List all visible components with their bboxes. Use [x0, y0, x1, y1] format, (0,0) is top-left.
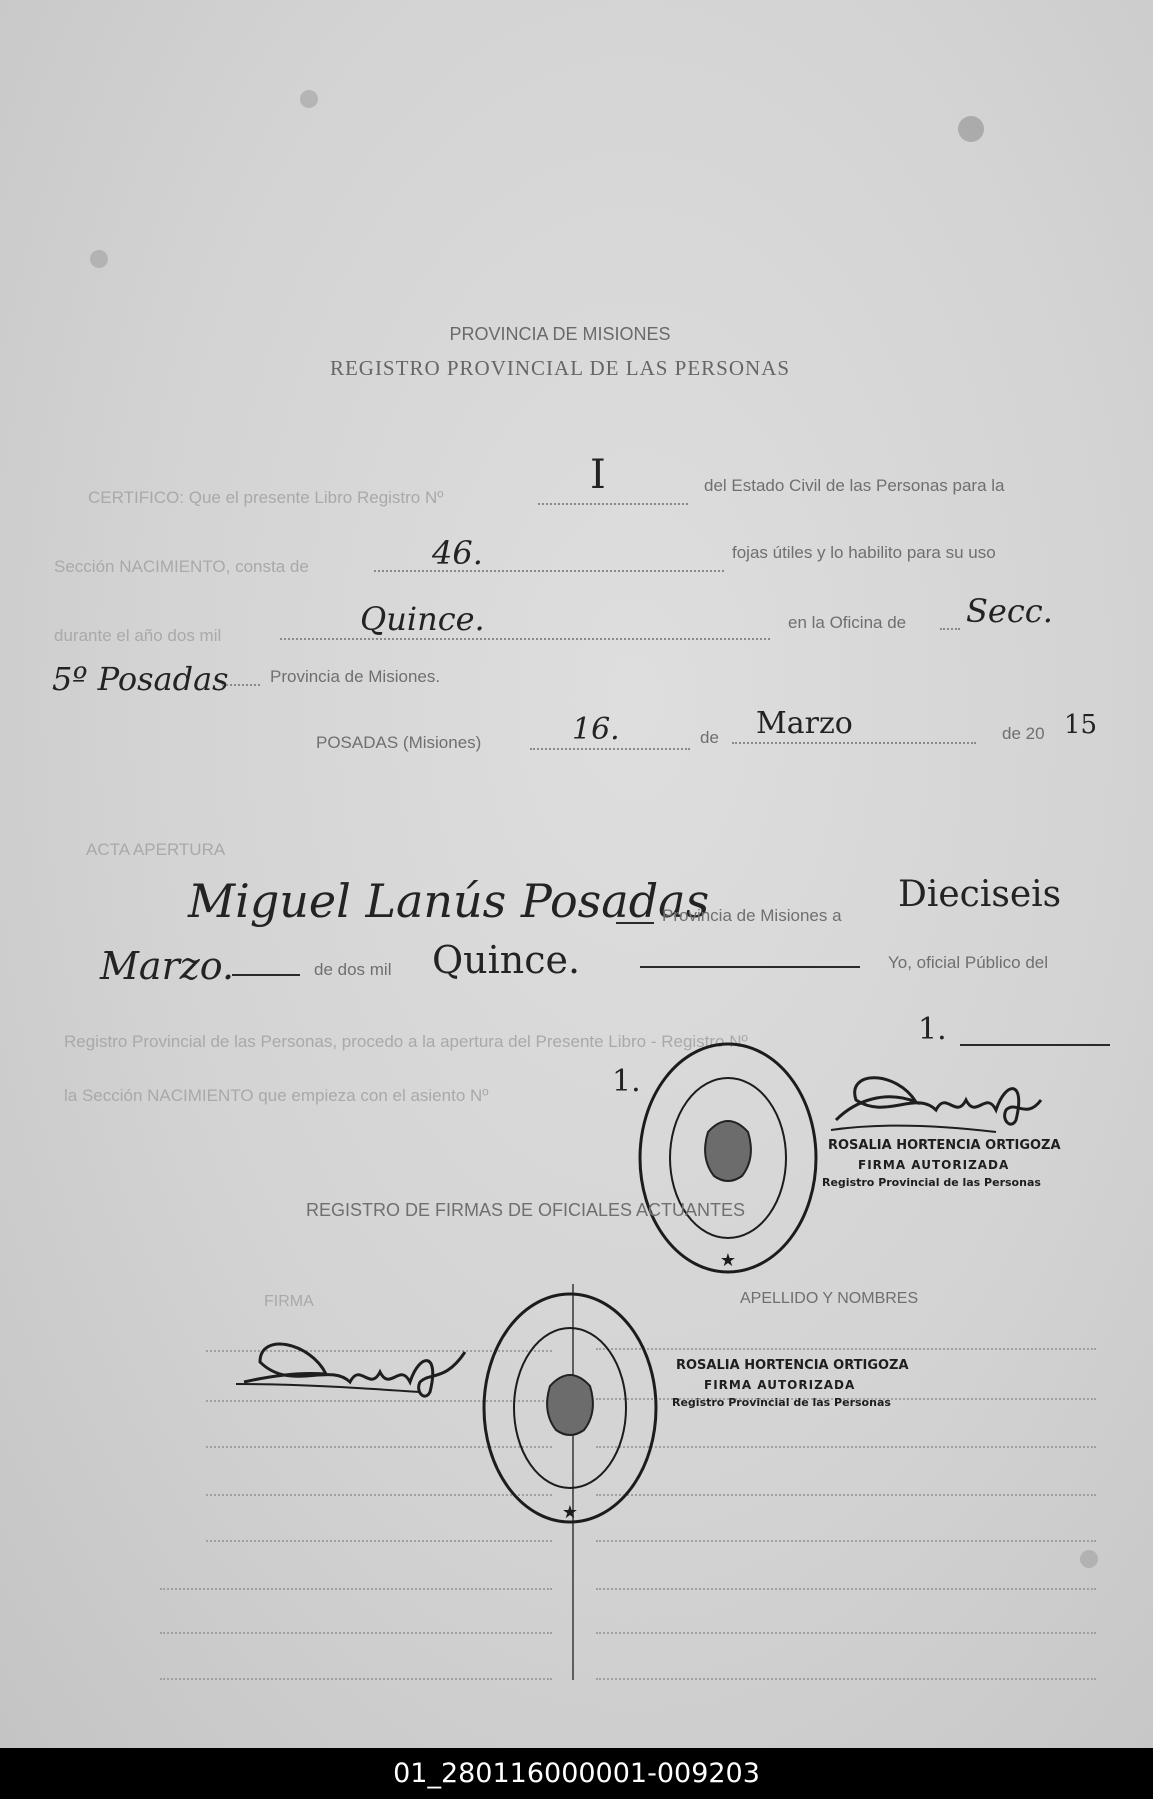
paper-speck — [300, 90, 318, 108]
oficina-1: Secc. — [966, 592, 1053, 630]
signature-row-line — [160, 1678, 552, 1680]
signature-upper — [826, 1060, 1056, 1150]
apertura-dia: Dieciseis — [898, 874, 1062, 915]
oficina-2: 5º Posadas — [52, 660, 229, 698]
svg-text:★: ★ — [719, 1250, 737, 1270]
firmas-title: REGISTRO DE FIRMAS DE OFICIALES ACTUANTES — [306, 1200, 746, 1220]
cert-line1-prefix: CERTIFICO: Que el presente Libro Registro Nº — [88, 488, 444, 507]
fecha-anio-prefix: de 20 — [1002, 724, 1045, 743]
registry-seal-lower — [480, 1290, 660, 1526]
name-row-line — [596, 1446, 1096, 1448]
signature-row-line — [160, 1588, 552, 1590]
fecha-de-label: de — [700, 728, 719, 747]
fill-dots — [538, 503, 688, 505]
apertura-oficial-label: Yo, oficial Público del — [888, 953, 1049, 972]
cert-line1-suffix: del Estado Civil de las Personas para la — [704, 476, 1005, 495]
cert-line3-prefix: durante el año dos mil — [54, 626, 222, 645]
cert-line2-prefix: Sección NACIMIENTO, consta de — [54, 557, 309, 576]
scan-id-code: 01_280116000001-009203 — [393, 1758, 760, 1789]
apertura-de-dos-mil: de dos mil — [314, 960, 392, 979]
apertura-title: ACTA APERTURA — [86, 840, 226, 859]
apertura-line3: Registro Provincial de las Personas, procedo a la apertura del Presente Libro - Registro Nº — [64, 1032, 748, 1051]
apertura-line4: la Sección NACIMIENTO que empieza con el asiento Nº — [64, 1086, 489, 1105]
name-row-line — [596, 1588, 1096, 1590]
cert-line3-mid: en la Oficina de — [788, 613, 907, 632]
stamp-role-lower: FIRMA AUTORIZADA — [704, 1378, 856, 1392]
name-row-line — [596, 1632, 1096, 1634]
fill-line — [232, 974, 300, 976]
stamp-name-upper: ROSALIA HORTENCIA ORTIGOZA — [828, 1138, 1061, 1153]
cert-line4-suffix: Provincia de Misiones. — [270, 667, 441, 686]
registry-heading: REGISTRO PROVINCIAL DE LAS PERSONAS — [329, 356, 791, 380]
signature-lower — [230, 1322, 480, 1422]
stamp-role-upper: FIRMA AUTORIZADA — [858, 1158, 1010, 1172]
col-nombres-header: APELLIDO Y NOMBRES — [740, 1290, 919, 1307]
cert-line2-suffix: fojas útiles y lo habilito para su uso — [732, 543, 996, 562]
fill-dots — [530, 748, 690, 750]
fill-line — [616, 922, 654, 924]
scan-id-bar — [0, 1748, 1153, 1799]
province-heading: PROVINCIA DE MISIONES — [449, 324, 671, 344]
lugar-fecha: POSADAS (Misiones) — [316, 733, 482, 752]
registro-numero: 1. — [918, 1012, 947, 1047]
fill-dots — [280, 638, 770, 640]
stamp-org-lower: Registro Provincial de las Personas — [672, 1396, 891, 1409]
name-row-line — [596, 1678, 1096, 1680]
stamp-name-lower: ROSALIA HORTENCIA ORTIGOZA — [676, 1358, 909, 1373]
fecha-anio-suffix: 15 — [1064, 710, 1098, 740]
stamp-org-upper: Registro Provincial de las Personas — [822, 1176, 1041, 1189]
fill-line — [960, 1044, 1110, 1046]
paper-speck — [1080, 1550, 1098, 1568]
fill-dots — [374, 570, 724, 572]
svg-text:★: ★ — [561, 1502, 579, 1522]
paper-speck — [958, 116, 984, 142]
apertura-lugar: Miguel Lanús Posadas — [188, 874, 710, 928]
name-row-line — [596, 1348, 1096, 1350]
asiento-numero: 1. — [612, 1064, 641, 1099]
fojas-numero: 46. — [432, 534, 483, 572]
name-row-line — [596, 1494, 1096, 1496]
registry-seal-upper — [636, 1040, 820, 1276]
signature-row-line — [160, 1632, 552, 1634]
apertura-provincia-label: Provincia de Misiones a — [662, 906, 842, 925]
signature-row-line — [206, 1540, 552, 1542]
apertura-anio: Quince. — [432, 938, 581, 982]
fecha-dia: 16. — [572, 712, 620, 747]
paper-speck — [90, 250, 108, 268]
apertura-mes: Marzo. — [100, 944, 235, 988]
name-row-line — [596, 1540, 1096, 1542]
fill-dots — [940, 628, 960, 630]
fill-dots — [732, 742, 976, 744]
fecha-mes: Marzo — [756, 706, 853, 741]
fill-dots — [222, 684, 260, 686]
libro-numero: I — [590, 452, 606, 498]
fill-line — [640, 966, 860, 968]
col-firma-header: FIRMA — [264, 1293, 314, 1310]
anio-texto: Quince. — [360, 600, 485, 638]
